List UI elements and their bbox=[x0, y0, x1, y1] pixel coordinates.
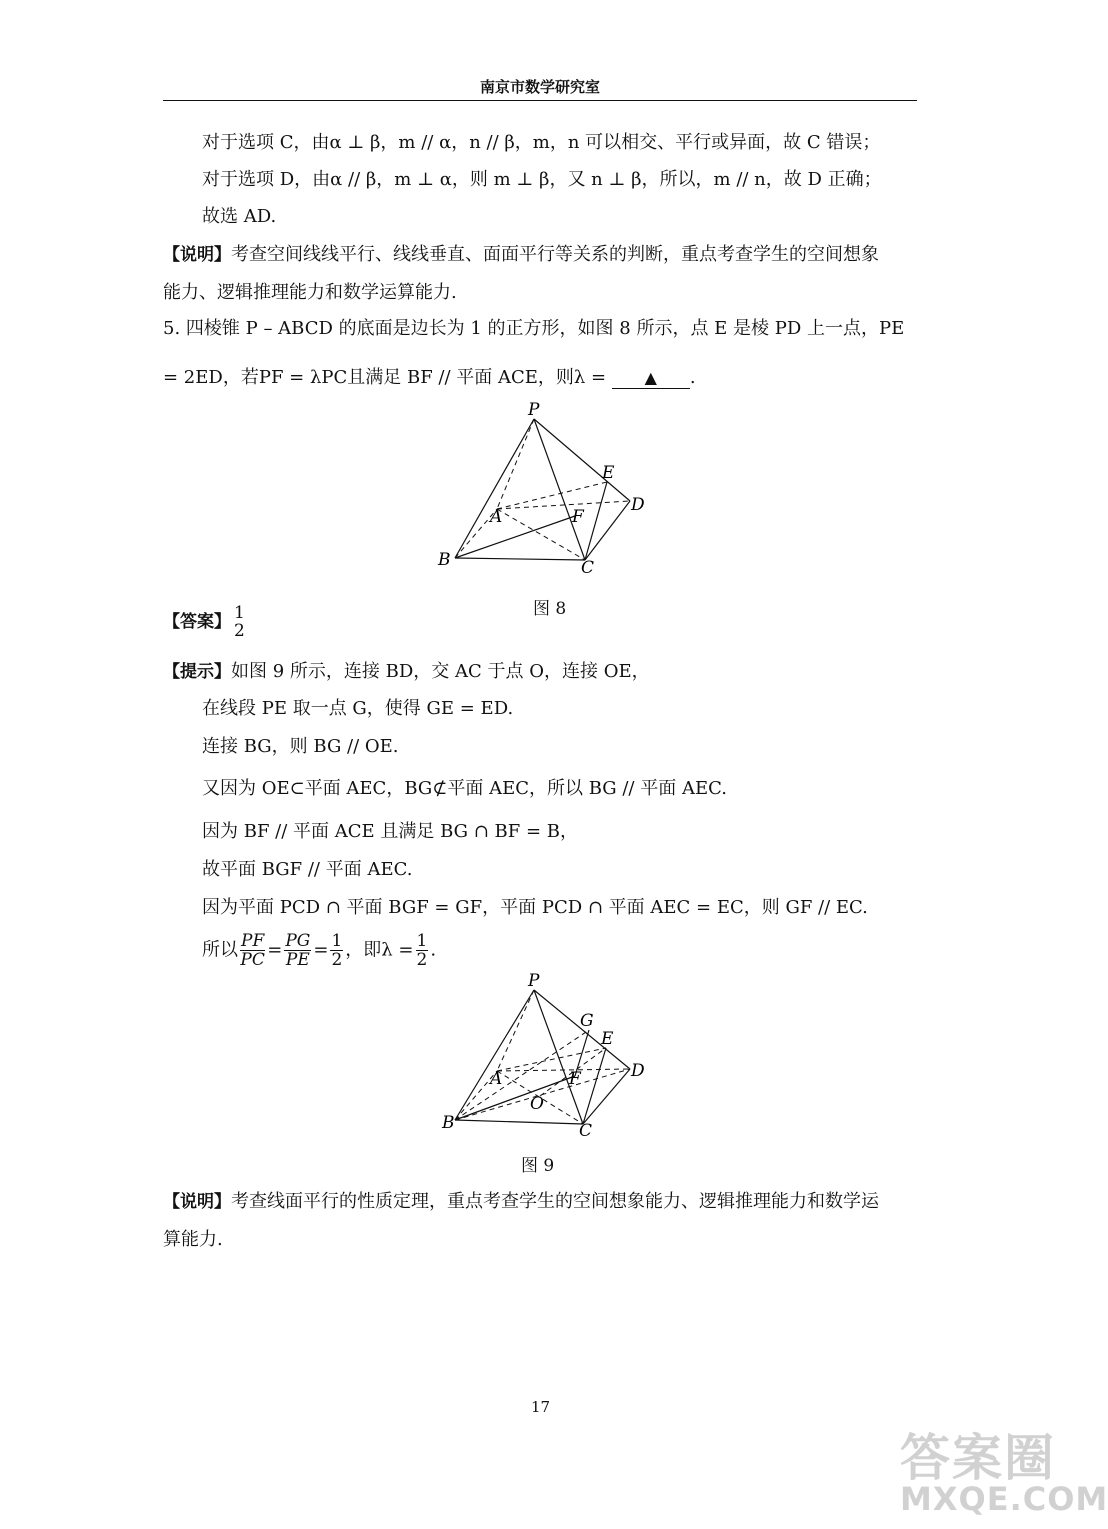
hint-line-3: 连接 BG，则 BG // OE. bbox=[202, 736, 399, 757]
label-c: C bbox=[581, 558, 595, 578]
choice-line: 故选 AD. bbox=[202, 206, 277, 227]
segment-ae-hidden bbox=[497, 1048, 606, 1071]
fraction-numerator: PF bbox=[241, 931, 265, 951]
edge-bc bbox=[455, 1120, 583, 1124]
fraction-one-half bbox=[330, 932, 343, 969]
answer-blank: ▲ bbox=[612, 368, 690, 389]
equals-sign: = bbox=[313, 939, 329, 961]
fraction-denominator: PE bbox=[285, 950, 310, 970]
fraction-denominator: 2 bbox=[331, 950, 343, 970]
edge-cd bbox=[585, 501, 630, 560]
label-b: B bbox=[442, 1113, 455, 1133]
hint-text-1: 如图 9 所示，连接 BD，交 AC 于点 O，连接 OE， bbox=[231, 661, 650, 682]
note-paragraph-1 bbox=[163, 243, 879, 267]
answer-numerator: 1 bbox=[234, 603, 245, 623]
hint-line-8 bbox=[202, 932, 436, 969]
hint-8-prefix: 所以 bbox=[202, 939, 238, 961]
fraction-pg-pe bbox=[284, 932, 311, 969]
figure-8-pyramid bbox=[430, 398, 660, 578]
question-5-line-2 bbox=[163, 366, 696, 390]
label-p: P bbox=[528, 400, 540, 420]
hint-tag: 【提示】 bbox=[163, 662, 231, 682]
label-e: E bbox=[602, 463, 615, 483]
fraction-denominator: 2 bbox=[416, 950, 428, 970]
label-a: A bbox=[490, 1069, 503, 1089]
fraction-numerator: 1 bbox=[331, 931, 343, 951]
note-paragraph-1-cont: 能力、逻辑推理能力和数学运算能力. bbox=[163, 282, 457, 303]
question-5-text: = 2ED，若PF = λPC且满足 BF // 平面 ACE，则λ = bbox=[163, 367, 612, 388]
page-header-title: 南京市数学研究室 bbox=[479, 78, 600, 96]
label-p: P bbox=[528, 971, 540, 991]
hint-8-middle: ，即λ = bbox=[345, 939, 414, 961]
figure-9-caption: 图 9 bbox=[521, 1156, 555, 1176]
label-f: F bbox=[569, 1069, 581, 1089]
watermark-logo-text: 答案圈 bbox=[900, 1429, 1056, 1487]
edge-pb bbox=[455, 990, 534, 1120]
edge-pa-hidden bbox=[497, 419, 534, 509]
figure-9-pyramid bbox=[430, 968, 660, 1143]
question-5-end: . bbox=[689, 367, 696, 388]
edge-pb bbox=[455, 419, 534, 558]
label-c: C bbox=[579, 1121, 593, 1141]
hint-line-7: 因为平面 PCD ∩ 平面 BGF = GF，平面 PCD ∩ 平面 AEC = EC，则 GF // EC. bbox=[202, 897, 868, 918]
header-rule bbox=[163, 100, 917, 101]
label-o: O bbox=[530, 1094, 544, 1114]
option-d-line: 对于选项 D，由α // β，m ⊥ α，则 m ⊥ β，又 n ⊥ β，所以，m // n，故 D 正确； bbox=[202, 169, 882, 190]
equals-sign: = bbox=[267, 939, 283, 961]
label-f: F bbox=[572, 507, 584, 527]
hint-8-end: . bbox=[430, 939, 437, 961]
note-tag: 【说明】 bbox=[163, 245, 231, 265]
option-c-line: 对于选项 C，由α ⊥ β，m // α，n // β，m，n 可以相交、平行或异面，故 C 错误； bbox=[202, 132, 881, 153]
hint-line-4: 又因为 OE⊂平面 AEC，BG⊄平面 AEC，所以 BG // 平面 AEC. bbox=[202, 778, 727, 799]
fraction-numerator: PG bbox=[285, 931, 311, 951]
label-g: G bbox=[580, 1011, 594, 1031]
hint-line-5: 因为 BF // 平面 ACE 且满足 BG ∩ BF = B， bbox=[202, 821, 579, 842]
label-d: D bbox=[631, 495, 645, 515]
segment-ce bbox=[585, 482, 607, 560]
edge-bc bbox=[455, 558, 585, 560]
label-e: E bbox=[601, 1029, 614, 1049]
hint-line-1 bbox=[163, 660, 650, 684]
fraction-denominator: PC bbox=[240, 950, 265, 970]
edge-pa-hidden bbox=[497, 990, 534, 1071]
question-5-line-1: 5. 四棱锥 P – ABCD 的底面是边长为 1 的正方形，如图 8 所示，点 E 是棱 PD 上一点，PE bbox=[163, 318, 905, 339]
fraction-pf-pc bbox=[240, 932, 265, 969]
answer-tag: 【答案】 bbox=[163, 612, 231, 632]
note-text: 考查线面平行的性质定理，重点考查学生的空间想象能力、逻辑推理能力和数学运 bbox=[231, 1191, 879, 1212]
hint-line-2: 在线段 PE 取一点 G，使得 GE = ED. bbox=[202, 698, 514, 719]
answer-denominator: 2 bbox=[234, 621, 245, 641]
fraction-lambda bbox=[416, 932, 429, 969]
note-tag: 【说明】 bbox=[163, 1192, 231, 1212]
label-b: B bbox=[438, 550, 451, 570]
hint-line-6: 故平面 BGF // 平面 AEC. bbox=[202, 859, 413, 880]
segment-ce bbox=[583, 1048, 606, 1124]
edge-cd bbox=[583, 1069, 630, 1124]
answer-fraction bbox=[233, 604, 246, 640]
answer-row bbox=[163, 604, 248, 640]
page-number: 17 bbox=[531, 1398, 551, 1416]
note-paragraph-2 bbox=[163, 1190, 879, 1214]
watermark-url: MXQE.COM bbox=[900, 1480, 1108, 1518]
label-d: D bbox=[631, 1061, 645, 1081]
figure-8-caption: 图 8 bbox=[533, 599, 567, 619]
label-a: A bbox=[490, 507, 503, 527]
note-text: 考查空间线线平行、线线垂直、面面平行等关系的判断，重点考查学生的空间想象 bbox=[231, 244, 879, 265]
fraction-numerator: 1 bbox=[416, 931, 428, 951]
note-paragraph-2-cont: 算能力. bbox=[163, 1229, 223, 1250]
segment-ae-hidden bbox=[497, 482, 607, 509]
